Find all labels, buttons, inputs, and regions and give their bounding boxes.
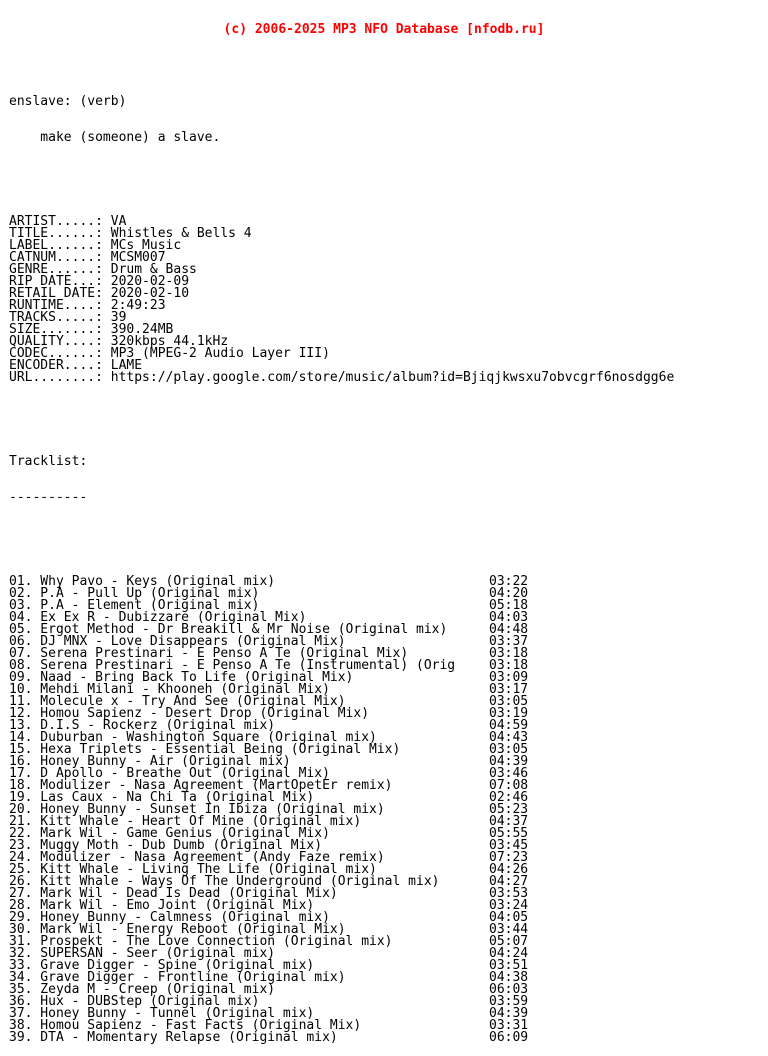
track-title: 08. Serena Prestinari - E Penso A Te (Instrumental) (Orig	[9, 658, 456, 673]
track-title: 11. Molecule x - Try And See (Original Mix)	[9, 694, 346, 709]
track-title: 27. Mark Wil - Dead Is Dead (Original Mix)	[9, 886, 338, 901]
track-duration: 04:38	[489, 970, 529, 985]
info-value: Whistles & Bells 4	[110, 226, 252, 241]
track-duration: 06:09	[489, 1030, 529, 1045]
track-duration: 04:39	[489, 754, 529, 769]
track-title: 03. P.A - Element (Original mix)	[9, 598, 260, 613]
info-value: 39	[110, 310, 127, 325]
track-title: 21. Kitt Whale - Heart Of Mine (Original mix)	[9, 814, 362, 829]
track-duration: 04:20	[489, 586, 529, 601]
track-title: 19. Las Caux - Na Chi Ta (Original Mix)	[9, 790, 315, 805]
info-key: RUNTIME....:	[9, 298, 111, 313]
track-title: 33. Grave Digger - Spine (Original mix)	[9, 958, 315, 973]
info-key: RIP DATE...:	[9, 274, 111, 289]
track-duration: 03:44	[489, 922, 529, 937]
track-title: 16. Honey Bunny - Air (Original mix)	[9, 754, 291, 769]
track-duration: 03:59	[489, 994, 529, 1009]
track-title: 38. Homou Sapienz - Fast Facts (Original Mix)	[9, 1018, 362, 1033]
track-duration: 04:37	[489, 814, 529, 829]
track-title: 09. Naad - Bring Back To Life (Original Mix)	[9, 670, 354, 685]
track-title: 10. Mehdi Milani - Khooneh (Original Mix)	[9, 682, 330, 697]
track-duration: 03:18	[489, 646, 529, 661]
track-title: 04. Ex Ex R - Dubizzare (Original Mix)	[9, 610, 307, 625]
track-title: 06. DJ MNX - Love Disappears (Original Mix)	[9, 634, 346, 649]
track-duration: 03:46	[489, 766, 529, 781]
track-duration: 03:24	[489, 898, 529, 913]
track-duration: 03:05	[489, 742, 529, 757]
track-title: 31. Prospekt - The Love Connection (Original mix)	[9, 934, 393, 949]
info-key: LABEL......:	[9, 238, 111, 253]
track-duration: 03:19	[489, 706, 529, 721]
track-title: 28. Mark Wil - Emo Joint (Original Mix)	[9, 898, 315, 913]
track-title: 17. D Apollo - Breathe Out (Original Mix)	[9, 766, 330, 781]
track-duration: 07:23	[489, 850, 529, 865]
track-duration: 03:18	[489, 658, 529, 673]
info-value: 390.24MB	[110, 322, 174, 337]
track-duration: 04:48	[489, 622, 529, 637]
track-duration: 03:45	[489, 838, 529, 853]
info-value: MCSM007	[110, 250, 166, 265]
track-title: 15. Hexa Triplets - Essential Being (Original Mix)	[9, 742, 401, 757]
blank-line	[9, 420, 764, 432]
track-duration: 04:24	[489, 946, 529, 961]
track-title: 24. Modulizer - Nasa Agreement (Andy Faze remix)	[9, 850, 385, 865]
track-duration: 03:31	[489, 1018, 529, 1033]
blank-line	[9, 168, 764, 180]
track-duration: 02:46	[489, 790, 529, 805]
track-title: 30. Mark Wil - Energy Reboot (Original Mix)	[9, 922, 346, 937]
info-key: CODEC......:	[9, 346, 111, 361]
track-duration: 03:22	[489, 574, 529, 589]
nfo-document	[9, 0, 764, 1056]
track-title: 13. D.I.S - Rockerz (Original mix)	[9, 718, 276, 733]
info-key: RETAIL DATE:	[9, 286, 111, 301]
track-duration: 05:23	[489, 802, 529, 817]
info-value: 2:49:23	[110, 298, 166, 313]
release-info	[9, 216, 764, 384]
track-duration: 04:27	[489, 874, 529, 889]
copyright-banner: (c) 2006-2025 MP3 NFO Database [nfodb.ru]	[223, 22, 545, 37]
track-title: 22. Mark Wil - Game Genius (Original Mix)	[9, 826, 330, 841]
track-title: 32. SUPERSAN - Seer (Original mix)	[9, 946, 276, 961]
info-key: SIZE.......:	[9, 322, 111, 337]
blank-line	[9, 60, 764, 72]
info-value: LAME	[110, 358, 143, 373]
track-title: 20. Honey Bunny - Sunset In Ibiza (Original mix)	[9, 802, 385, 817]
track-duration: 07:08	[489, 778, 529, 793]
track-duration: 04:26	[489, 862, 529, 877]
track-title: 37. Honey Bunny - Tunnel (Original mix)	[9, 1006, 315, 1021]
tracklist	[9, 576, 764, 1044]
track-duration: 04:59	[489, 718, 529, 733]
definition-meaning: make (someone) a slave.	[9, 130, 221, 145]
track-duration: 03:17	[489, 682, 529, 697]
track-duration: 05:55	[489, 826, 529, 841]
info-key: TRACKS.....:	[9, 310, 111, 325]
track-title: 12. Homou Sapienz - Desert Drop (Original Mix)	[9, 706, 370, 721]
track-title: 23. Muggy Moth - Dub Dumb (Original Mix)	[9, 838, 323, 853]
track-title: 39. DTA - Momentary Relapse (Original mix)	[9, 1030, 338, 1045]
track-duration: 03:37	[489, 634, 529, 649]
track-title: 26. Kitt Whale - Ways Of The Underground (Original mix)	[9, 874, 440, 889]
info-value: Drum & Bass	[110, 262, 197, 277]
blank-line	[9, 528, 764, 540]
album-url-link[interactable]: https://play.google.com/store/music/album?id=Bjiqjkwsxu7obvcgrf6nosdgg6e	[110, 370, 675, 385]
track-title: 07. Serena Prestinari - E Penso A Te (Original Mix)	[9, 646, 409, 661]
track-title: 05. Ergot Method - Dr Breakill & Mr Noise (Original mix)	[9, 622, 448, 637]
track-duration: 04:43	[489, 730, 529, 745]
track-title: 18. Modulizer - Nasa Agreement (MartOpetEr remix)	[9, 778, 393, 793]
track-duration: 03:53	[489, 886, 529, 901]
track-title: 29. Honey Bunny - Calmness (Original mix)	[9, 910, 330, 925]
track-row	[9, 1032, 764, 1044]
track-title: 35. Zeyda M - Creep (Original mix)	[9, 982, 276, 997]
track-title: 01. Why Pavo - Keys (Original mix)	[9, 574, 276, 589]
info-key: ARTIST.....:	[9, 214, 111, 229]
track-duration: 06:03	[489, 982, 529, 997]
track-title: 34. Grave Digger - Frontline (Original mix)	[9, 970, 346, 985]
track-title: 14. Duburban - Washington Square (Original mix)	[9, 730, 377, 745]
definition-term: enslave: (verb)	[9, 94, 127, 109]
track-duration: 03:05	[489, 694, 529, 709]
track-title: 36. Hux - DUBStep (Original mix)	[9, 994, 260, 1009]
info-row	[9, 372, 764, 384]
tracklist-rule: ----------	[9, 490, 88, 505]
info-key: GENRE......:	[9, 262, 111, 277]
tracklist-heading: Tracklist:	[9, 454, 88, 469]
track-title: 25. Kitt Whale - Living The Life (Original mix)	[9, 862, 377, 877]
track-duration: 05:18	[489, 598, 529, 613]
info-value: MCs Music	[110, 238, 182, 253]
track-title: 02. P.A - Pull Up (Original mix)	[9, 586, 260, 601]
info-value: VA	[110, 214, 127, 229]
track-duration: 03:09	[489, 670, 529, 685]
info-key: QUALITY....:	[9, 334, 111, 349]
info-key: URL........:	[9, 370, 111, 385]
track-duration: 04:05	[489, 910, 529, 925]
info-key: CATNUM.....:	[9, 250, 111, 265]
info-key: ENCODER....:	[9, 358, 111, 373]
info-value: 2020-02-09	[110, 274, 190, 289]
info-value: 320kbps 44.1kHz	[110, 334, 229, 349]
info-key: TITLE......:	[9, 226, 111, 241]
track-duration: 04:39	[489, 1006, 529, 1021]
track-duration: 04:03	[489, 610, 529, 625]
info-value: 2020-02-10	[110, 286, 190, 301]
track-duration: 05:07	[489, 934, 529, 949]
info-value: MP3 (MPEG-2 Audio Layer III)	[110, 346, 330, 361]
track-duration: 03:51	[489, 958, 529, 973]
